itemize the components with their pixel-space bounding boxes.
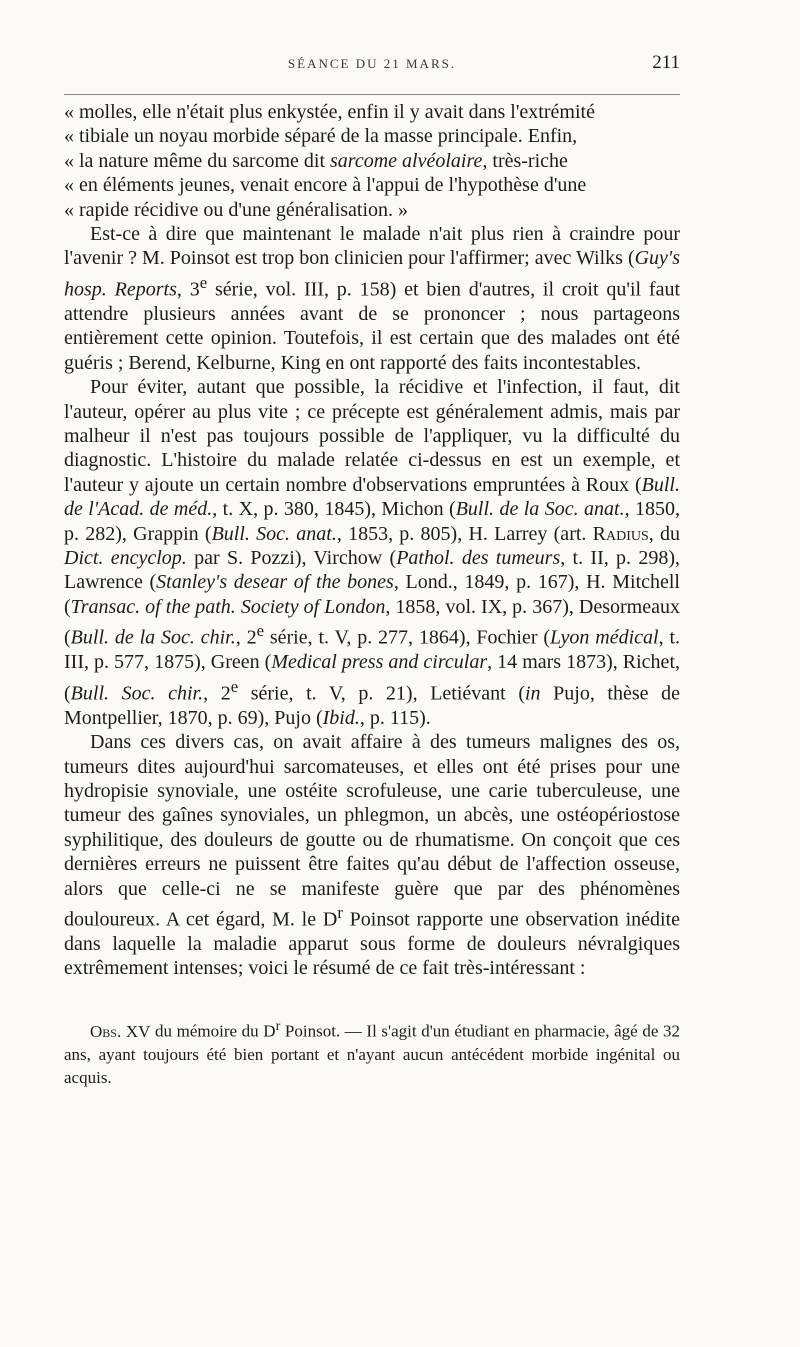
quote-block <box>64 100 680 222</box>
term-italic: sarcome alvéolaire <box>330 149 483 172</box>
header-rule <box>64 94 680 95</box>
paragraph-3: Dans ces divers cas, on avait affaire à des tumeurs malignes des os, tumeurs dites aujourd'hui sarcomateuses, et elles ont été prises pour une hydropisie synoviale, une ostéite scrofuleuse, une carie tuberculeuse, une tumeur des gaînes synoviales, un phlegmon, un abcès, une ostéopériostose syphilitique, des douleurs de goutte ou de rhumatisme. On conçoit que ces dernières erreurs ne puissent être faites qu'au début de l'affection osseuse, alors que celle-ci ne se manifeste guère que par des phénomènes douloureux. A cet égard, M. le $D^r$ Poinsot rapporte une observation inédite dans laquelle la maladie apparut sous forme de douleurs névralgiques extrêmement intenses; voici le résumé de ce fait très-intéressant : <box>64 731 681 980</box>
page-number: 211 <box>652 52 680 73</box>
quote-line: « tibiale un noyau morbide séparé de la masse principale. Enfin, <box>64 125 578 148</box>
paragraph-1: Est-ce à dire que maintenant le malade n'ait plus rien à craindre pour l'avenir ? M. Poinsot est trop bon clinicien pour l'affirmer; avec Wilks (Guy's hosp. Reports, 3e série, vol. III, p. 158) et bien d'autres, il croit qu'il faut attendre plusieurs années avant de se prononcer ; nous partageons entièrement cette opinion. Toutefois, il est certain que des malades ont été guéris ; Berend, Kelburne, King en ont rapporté des faits incontestables. <box>64 223 681 374</box>
page-header <box>64 52 680 82</box>
spacer <box>64 981 680 1015</box>
main-text <box>64 100 680 1089</box>
running-title: SÉANCE DU 21 MARS. <box>287 56 457 71</box>
quote-line: « molles, elle n'était plus enkystée, enfin il y avait dans l'extrémité <box>64 101 595 123</box>
observation-label: Obs. XV <box>90 1021 151 1041</box>
quote-line: « la nature même du sarcome dit sarcome alvéolaire, très-riche <box>64 149 568 172</box>
paragraph-2: Pour éviter, autant que possible, la récidive et l'infection, il faut, dit l'auteur, opérer au plus vite ; ce précepte est généralement admis, mais par malheur il n'est pas toujours possible de l'appliquer, vu la difficulté du diagnostic. L'histoire du malade relatée ci-dessus en est un exemple, et l'auteur y ajoute un certain nombre d'observations empruntées à Roux (Bull. de l'Acad. de méd., t. X, p. 380, 1845), Michon (Bull. de la Soc. anat., 1850, p. 282), Grappin (Bull. Soc. anat., 1853, p. 805), H. Larrey (art. Radius, du Dict. encyclop. par S. Pozzi), Virchow (Pathol. des tumeurs, t. II, p. 298), Lawrence (Stanley's desear of the bones, Lond., 1849, p. 167), H. Mitchell (Transac. of the path. Society of London, 1858, vol. IX, p. 367), Desormeaux (Bull. de la Soc. chir., 2e série, t. V, p. 277, 1864), Fochier (Lyon médical, t. III, p. 577, 1875), Green (Medical press and circular, 14 mars 1873), Richet, (Bull. Soc. chir., 2e série, t. V, p. 21), Letiévant (in Pujo, thèse de Montpellier, 1870, p. 69), Pujo (Ibid., p. 115). <box>64 376 681 729</box>
quote-line: « en éléments jeunes, venait encore à l'appui de l'hypothèse d'une <box>64 174 587 197</box>
observation-note: Obs. XV du mémoire du $D^r$ Poinsot. — Il s'agit d'un étudiant en pharmacie, âgé de 32 ans, ayant toujours été bien portant et n'ayant aucun antécédent morbide ingénital ou acquis. <box>64 1017 680 1087</box>
quote-line: « rapide récidive ou d'une généralisation. » <box>64 198 409 221</box>
